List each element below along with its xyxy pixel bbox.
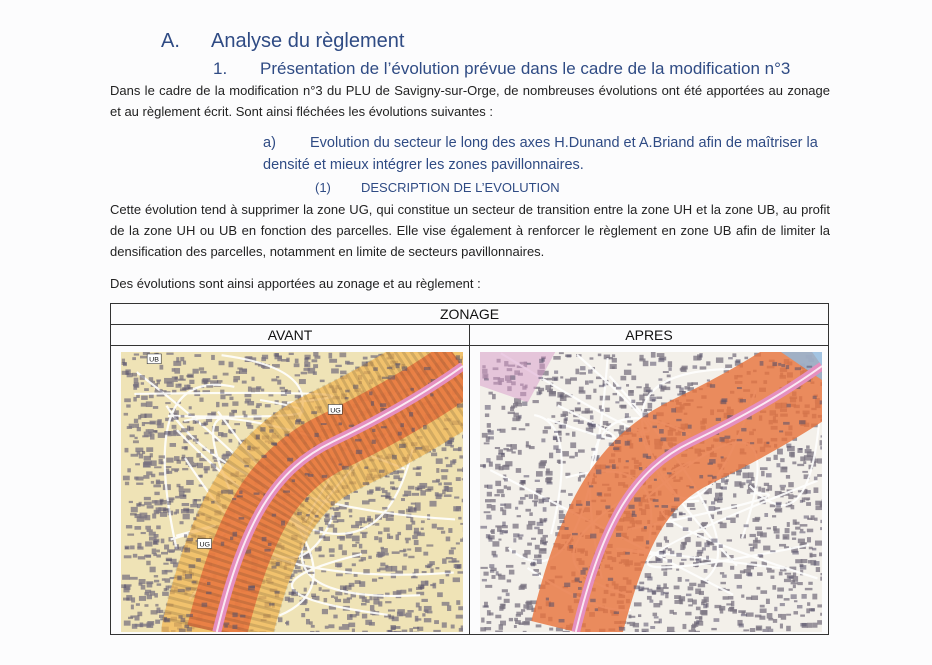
- avant-map-cell: [111, 346, 470, 635]
- item-1-title: DESCRIPTION DE L’EVOLUTION: [361, 180, 560, 195]
- avant-map-image: [121, 352, 463, 632]
- subsection-heading: [213, 59, 790, 79]
- subsection-number: 1.: [213, 59, 228, 78]
- description-paragraph: Cette évolution tend à supprimer la zone UG, qui constitue un secteur de transition entre la zone UH et la zone UB, au profit de la zone UH ou UB en fonction des parcelles. Elle vise également à renforcer le règlement en zone UB afin de limiter la densification des parcelles, notamment en limite de secteurs pavillonnaires.: [110, 202, 830, 259]
- section-heading: [161, 30, 404, 53]
- table-intro-paragraph: Des évolutions sont ainsi apportées au zonage et au règlement :: [110, 276, 481, 291]
- zonage-table: [110, 303, 829, 635]
- intro-paragraph: Dans le cadre de la modification n°3 du PLU de Savigny-sur-Orge, de nombreuses évolutions ont été apportées au zonage et au règlement écrit. Sont ainsi fléchées les évolutions suivantes :: [110, 83, 830, 119]
- apres-map-cell: [470, 346, 829, 635]
- apres-header: APRES: [470, 325, 829, 346]
- item-1-heading: [315, 180, 560, 195]
- section-number: A.: [161, 30, 180, 52]
- avant-header: AVANT: [111, 325, 470, 346]
- avant-map: [121, 352, 463, 632]
- item-1-number: (1): [315, 180, 331, 195]
- item-a-number: a): [263, 135, 276, 151]
- zone-label: [197, 539, 211, 549]
- apres-map-image: [480, 352, 822, 632]
- zone-label-text: UB: [149, 356, 159, 364]
- apres-map: [480, 352, 822, 632]
- subsection-title: Présentation de l’évolution prévue dans le cadre de la modification n°3: [260, 59, 791, 78]
- zone-label: [328, 405, 342, 415]
- zonage-header: ZONAGE: [111, 304, 829, 325]
- zone-label: [147, 354, 161, 364]
- zone-label-text: UG: [199, 541, 210, 549]
- item-a-heading: [263, 132, 835, 176]
- section-title: Analyse du règlement: [211, 30, 405, 52]
- item-a-title: Evolution du secteur le long des axes H.Dunand et A.Briand afin de maîtriser la densité et mieux intégrer les zones pavillonnaires.: [263, 135, 818, 173]
- zone-label-text: UG: [330, 407, 341, 415]
